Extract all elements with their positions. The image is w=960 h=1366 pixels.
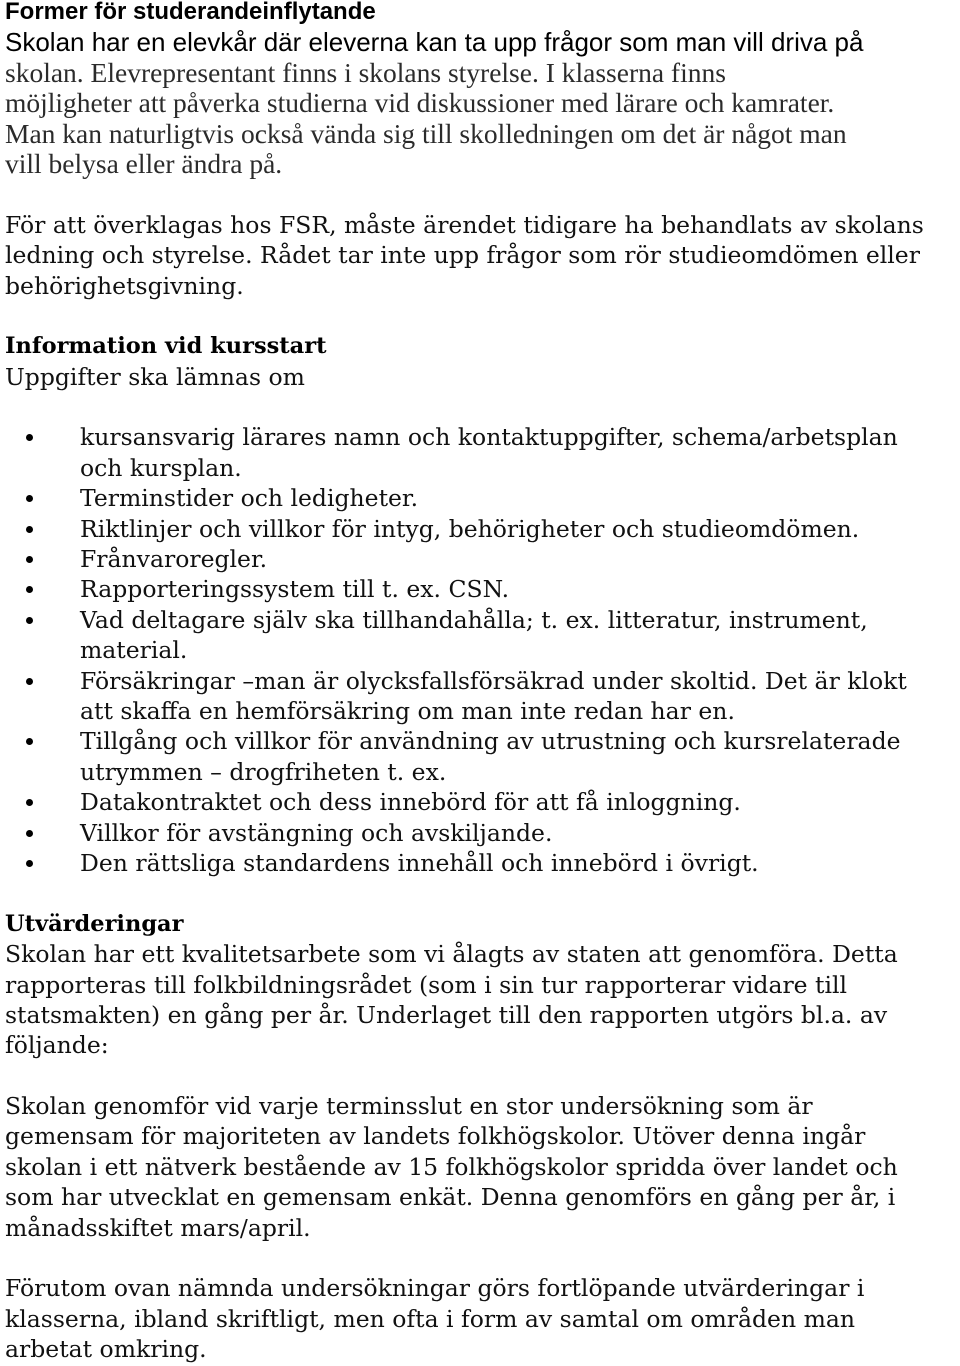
- list-item-line: material.: [80, 636, 188, 665]
- list-item-line: Rapporteringssystem till t. ex. CSN.: [80, 575, 510, 604]
- list-item-line: Terminstider och ledigheter.: [80, 484, 419, 513]
- paragraph-line: månadsskiftet mars/april.: [5, 1213, 311, 1242]
- list-item: [5, 726, 955, 787]
- paragraph-line: följande:: [5, 1031, 109, 1060]
- list-item-line: utrymmen – drogfriheten t. ex.: [80, 757, 447, 786]
- list-item: [5, 666, 955, 727]
- list-item: [5, 818, 955, 848]
- bullet-icon: [26, 434, 33, 441]
- bullet-icon: [26, 860, 33, 867]
- list-item-line: Vad deltagare själv ska tillhandahålla; t. ex. litteratur, instrument,: [80, 605, 868, 634]
- list-item: [5, 574, 955, 604]
- paragraph-appeal-fsr: [5, 210, 955, 301]
- list-item-line: Villkor för avstängning och avskiljande.: [80, 818, 553, 847]
- paragraph-line: Man kan naturligtvis också vända sig till skolledningen om det är något man: [5, 117, 847, 149]
- paragraph-line: ledning och styrelse. Rådet tar inte upp frågor som rör studieomdömen eller: [5, 241, 920, 270]
- paragraph-line: klasserna, ibland skriftligt, men ofta i form av samtal om områden man: [5, 1304, 855, 1333]
- paragraph-line: Skolan har ett kvalitetsarbete som vi ålagts av staten att genomföra. Detta: [5, 940, 898, 969]
- paragraph-line: rapporteras till folkbildningsrådet (som i sin tur rapporterar vidare till: [5, 970, 848, 999]
- bullet-icon: [26, 830, 33, 837]
- paragraph-term-survey: [5, 1091, 955, 1243]
- section-student-influence: [5, 0, 955, 301]
- paragraph-spacer: [5, 1243, 955, 1273]
- section-spacer: [5, 878, 955, 908]
- section-evaluations: [5, 909, 955, 1365]
- paragraph-line: Skolan har en elevkår där eleverna kan ta upp frågor som man vill driva på: [5, 27, 864, 58]
- paragraph-line: vill belysa eller ändra på.: [5, 147, 283, 179]
- paragraph-line: behörighetsgivning.: [5, 271, 244, 300]
- list-intro: Uppgifter ska lämnas om: [5, 362, 305, 391]
- list-item: [5, 422, 955, 483]
- list-item: [5, 605, 955, 666]
- paragraph-line: Skolan genomför vid varje terminsslut en stor undersökning som är: [5, 1092, 813, 1121]
- list-item-line: kursansvarig lärares namn och kontaktuppgifter, schema/arbetsplan: [80, 423, 898, 452]
- section-heading: Information vid kursstart: [5, 333, 327, 360]
- list-item: [5, 787, 955, 817]
- paragraph-line: Förutom ovan nämnda undersökningar görs fortlöpande utvärderingar i: [5, 1274, 865, 1303]
- list-item-line: Tillgång och villkor för användning av utrustning och kursrelaterade: [80, 727, 901, 756]
- paragraph-line: som har utvecklat en gemensam enkät. Denna genomförs en gång per år, i: [5, 1183, 896, 1212]
- bullet-icon: [26, 495, 33, 502]
- bullet-icon: [26, 617, 33, 624]
- list-item-line: Den rättsliga standardens innehåll och innebörd i övrigt.: [80, 848, 759, 877]
- paragraph-line: gemensam för majoriteten av landets folkhögskolor. Utöver denna ingår: [5, 1122, 866, 1151]
- bullet-icon: [26, 678, 33, 685]
- document-page: [5, 0, 955, 1365]
- list-item-line: Riktlinjer och villkor för intyg, behörigheter och studieomdömen.: [80, 514, 860, 543]
- list-item: [5, 848, 955, 878]
- list-item-line: Datakontraktet och dess innebörd för att få inloggning.: [80, 788, 741, 817]
- bullet-icon: [26, 799, 33, 806]
- list-item: [5, 483, 955, 513]
- list-item-line: att skaffa en hemförsäkring om man inte redan har en.: [80, 696, 735, 725]
- paragraph-spacer: [5, 1061, 955, 1091]
- bullet-icon: [26, 526, 33, 533]
- list-item: [5, 544, 955, 574]
- list-item-line: Försäkringar –man är olycksfallsförsäkrad under skoltid. Det är klokt: [80, 666, 907, 695]
- paragraph-spacer: [5, 179, 955, 209]
- section-course-start-info: [5, 331, 955, 878]
- paragraph-line: arbetat omkring.: [5, 1335, 207, 1364]
- bullet-icon: [26, 556, 33, 563]
- bullet-icon: [26, 738, 33, 745]
- paragraph-line: skolan i ett nätverk bestående av 15 folkhögskolor spridda över landet och: [5, 1152, 898, 1181]
- list-item-line: Frånvaroregler.: [80, 545, 268, 574]
- paragraph-ongoing-evaluations: [5, 1273, 955, 1364]
- info-bullet-list: [5, 422, 955, 878]
- paragraph-student-union: [5, 27, 955, 179]
- paragraph-line: För att överklagas hos FSR, måste ärendet tidigare ha behandlats av skolans: [5, 210, 924, 239]
- section-spacer: [5, 301, 955, 331]
- section-heading: Utvärderingar: [5, 910, 184, 937]
- list-item-line: och kursplan.: [80, 453, 242, 482]
- bullet-icon: [26, 586, 33, 593]
- list-item: [5, 514, 955, 544]
- paragraph-spacer: [5, 392, 955, 422]
- paragraph-line: möjligheter att påverka studierna vid diskussioner med lärare och kamrater.: [5, 87, 835, 119]
- paragraph-line: statsmakten) en gång per år. Underlaget till den rapporten utgörs bl.a. av: [5, 1000, 888, 1029]
- paragraph-quality-work: [5, 939, 955, 1061]
- section-heading: Former för studerandeinflytande: [5, 0, 376, 25]
- paragraph-line: skolan. Elevrepresentant finns i skolans styrelse. I klasserna finns: [5, 56, 726, 88]
